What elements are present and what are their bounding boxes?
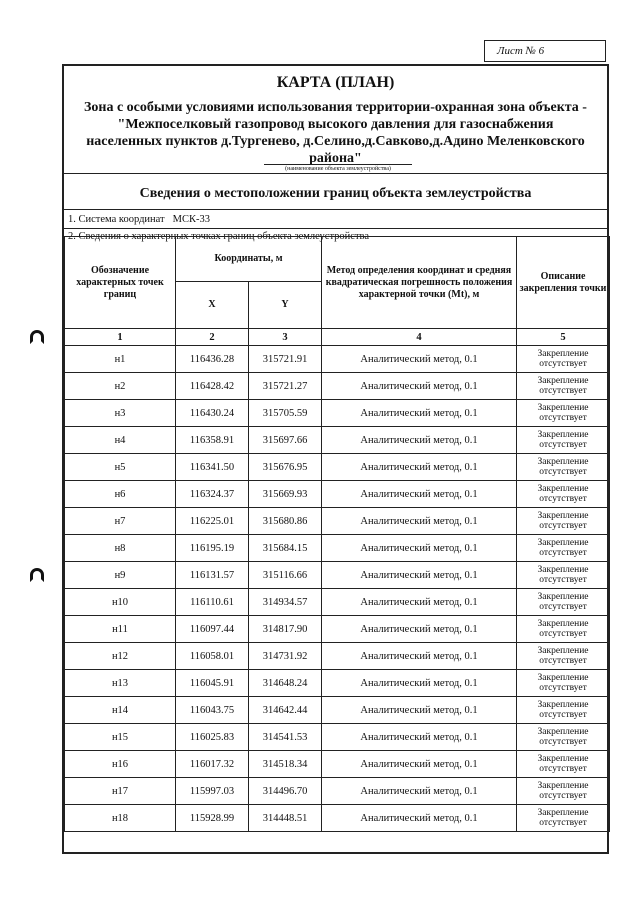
point-cell: н17 (65, 778, 176, 805)
header-coordinates: Координаты, м (176, 237, 322, 282)
point-cell: н6 (65, 481, 176, 508)
method-cell: Аналитический метод, 0.1 (322, 508, 517, 535)
description-cell: Закрепление отсутствует (517, 805, 610, 832)
title-block (64, 66, 607, 174)
header-x: X (176, 282, 249, 329)
description-cell: Закрепление отсутствует (517, 346, 610, 373)
table-row (65, 616, 610, 643)
table-row (65, 670, 610, 697)
method-cell: Аналитический метод, 0.1 (322, 751, 517, 778)
point-cell: н7 (65, 508, 176, 535)
point-cell: н3 (65, 400, 176, 427)
table-row (65, 373, 610, 400)
y-cell: 315705.59 (249, 400, 322, 427)
y-cell: 315116.66 (249, 562, 322, 589)
method-cell: Аналитический метод, 0.1 (322, 454, 517, 481)
method-cell: Аналитический метод, 0.1 (322, 643, 517, 670)
description-cell: Закрепление отсутствует (517, 373, 610, 400)
table-row (65, 454, 610, 481)
y-cell: 314642.44 (249, 697, 322, 724)
map-title: КАРТА (ПЛАН) (276, 74, 395, 91)
y-cell: 314496.70 (249, 778, 322, 805)
method-cell: Аналитический метод, 0.1 (322, 535, 517, 562)
y-cell: 315676.95 (249, 454, 322, 481)
method-cell: Аналитический метод, 0.1 (322, 427, 517, 454)
description-cell: Закрепление отсутствует (517, 481, 610, 508)
x-cell: 116430.24 (176, 400, 249, 427)
binder-hole-mark-bottom (30, 568, 44, 582)
description-cell: Закрепление отсутствует (517, 697, 610, 724)
point-cell: н2 (65, 373, 176, 400)
x-cell: 116324.37 (176, 481, 249, 508)
table-row (65, 589, 610, 616)
point-cell: н16 (65, 751, 176, 778)
method-cell: Аналитический метод, 0.1 (322, 778, 517, 805)
x-cell: 116195.19 (176, 535, 249, 562)
points-caption: 2. Сведения о характерных точках границ объекта землеустройства (68, 231, 370, 242)
y-cell: 314817.90 (249, 616, 322, 643)
coordinate-system-label: 1. Система координат (68, 214, 165, 225)
y-cell: 315669.93 (249, 481, 322, 508)
method-cell: Аналитический метод, 0.1 (322, 616, 517, 643)
coordinate-system-value: МСК-33 (172, 214, 210, 225)
method-cell: Аналитический метод, 0.1 (322, 346, 517, 373)
point-cell: н9 (65, 562, 176, 589)
table-row (65, 751, 610, 778)
point-cell: н5 (65, 454, 176, 481)
header-description: Описание закрепления точки (517, 237, 610, 329)
method-cell: Аналитический метод, 0.1 (322, 724, 517, 751)
description-cell: Закрепление отсутствует (517, 778, 610, 805)
x-cell: 116043.75 (176, 697, 249, 724)
column-number: 4 (322, 329, 517, 346)
point-cell: н13 (65, 670, 176, 697)
column-numbers-row (65, 329, 610, 346)
description-cell: Закрепление отсутствует (517, 454, 610, 481)
table-row (65, 643, 610, 670)
y-cell: 314448.51 (249, 805, 322, 832)
column-number: 2 (176, 329, 249, 346)
zone-title: Зона с особыми условиями использования территории-охранная зона объекта -"Межпоселковый газопровод высокого давления для газоснабжения населенных пунктов д.Тургенево, д.Селино,д.Савково,д.Адино Меленковского района" (84, 100, 587, 166)
method-cell: Аналитический метод, 0.1 (322, 697, 517, 724)
column-number: 3 (249, 329, 322, 346)
method-cell: Аналитический метод, 0.1 (322, 589, 517, 616)
boundary-points-table (64, 236, 610, 832)
table-row (65, 778, 610, 805)
table-row (65, 697, 610, 724)
table-row (65, 724, 610, 751)
method-cell: Аналитический метод, 0.1 (322, 562, 517, 589)
method-cell: Аналитический метод, 0.1 (322, 373, 517, 400)
y-cell: 315721.91 (249, 346, 322, 373)
x-cell: 116436.28 (176, 346, 249, 373)
y-cell: 314731.92 (249, 643, 322, 670)
y-cell: 315721.27 (249, 373, 322, 400)
point-cell: н12 (65, 643, 176, 670)
x-cell: 115997.03 (176, 778, 249, 805)
description-cell: Закрепление отсутствует (517, 724, 610, 751)
table-row (65, 481, 610, 508)
x-cell: 116428.42 (176, 373, 249, 400)
description-cell: Закрепление отсутствует (517, 400, 610, 427)
description-cell: Закрепление отсутствует (517, 751, 610, 778)
point-cell: н1 (65, 346, 176, 373)
point-cell: н14 (65, 697, 176, 724)
point-cell: н10 (65, 589, 176, 616)
x-cell: 116341.50 (176, 454, 249, 481)
x-cell: 116025.83 (176, 724, 249, 751)
binder-hole-mark-top (30, 330, 44, 344)
x-cell: 116058.01 (176, 643, 249, 670)
method-cell: Аналитический метод, 0.1 (322, 805, 517, 832)
x-cell: 116097.44 (176, 616, 249, 643)
document-frame (62, 64, 609, 854)
object-caption: (наименование объекта землеустройства) (264, 164, 412, 173)
x-cell: 116358.91 (176, 427, 249, 454)
method-cell: Аналитический метод, 0.1 (322, 670, 517, 697)
table-row (65, 508, 610, 535)
point-cell: н11 (65, 616, 176, 643)
y-cell: 315697.66 (249, 427, 322, 454)
x-cell: 115928.99 (176, 805, 249, 832)
x-cell: 116017.32 (176, 751, 249, 778)
header-method: Метод определения координат и средняя квадратическая погрешность положения характерной точки (Mt), м (322, 237, 517, 329)
y-cell: 314541.53 (249, 724, 322, 751)
description-cell: Закрепление отсутствует (517, 562, 610, 589)
point-cell: н4 (65, 427, 176, 454)
column-number: 5 (517, 329, 610, 346)
x-cell: 116225.01 (176, 508, 249, 535)
point-cell: н18 (65, 805, 176, 832)
description-cell: Закрепление отсутствует (517, 508, 610, 535)
table-row (65, 805, 610, 832)
sheet-number-box (484, 40, 606, 62)
method-cell: Аналитический метод, 0.1 (322, 400, 517, 427)
method-cell: Аналитический метод, 0.1 (322, 481, 517, 508)
sheet-number: Лист № 6 (497, 45, 545, 57)
y-cell: 315684.15 (249, 535, 322, 562)
y-cell: 314648.24 (249, 670, 322, 697)
description-cell: Закрепление отсутствует (517, 616, 610, 643)
table-row (65, 562, 610, 589)
description-cell: Закрепление отсутствует (517, 427, 610, 454)
description-cell: Закрепление отсутствует (517, 670, 610, 697)
table-row (65, 346, 610, 373)
table-row (65, 427, 610, 454)
description-cell: Закрепление отсутствует (517, 589, 610, 616)
y-cell: 315680.86 (249, 508, 322, 535)
x-cell: 116110.61 (176, 589, 249, 616)
description-cell: Закрепление отсутствует (517, 535, 610, 562)
header-y: Y (249, 282, 322, 329)
y-cell: 314934.57 (249, 589, 322, 616)
x-cell: 116045.91 (176, 670, 249, 697)
column-number: 1 (65, 329, 176, 346)
point-cell: н8 (65, 535, 176, 562)
header-point: Обозначение характерных точек границ (65, 237, 176, 329)
description-cell: Закрепление отсутствует (517, 643, 610, 670)
coordinate-system-line (64, 210, 607, 229)
table-row (65, 400, 610, 427)
x-cell: 116131.57 (176, 562, 249, 589)
point-cell: н15 (65, 724, 176, 751)
table-row (65, 535, 610, 562)
y-cell: 314518.34 (249, 751, 322, 778)
section-title: Сведения о местоположении границ объекта землеустройства (64, 174, 607, 210)
